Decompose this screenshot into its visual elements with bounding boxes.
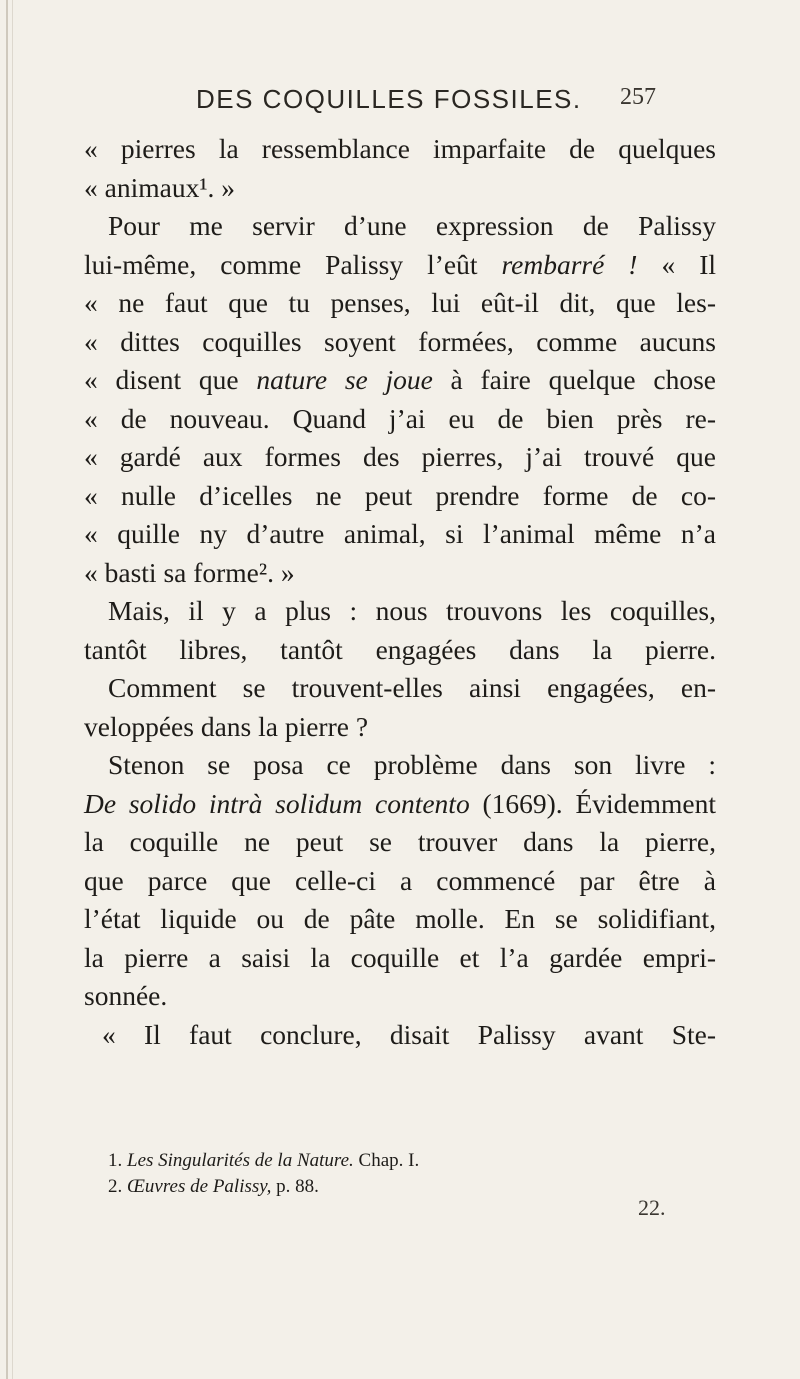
text-line: « ne faut que tu penses, lui eût-il dit, que les- [84,287,716,318]
footnotes [108,1148,668,1200]
body-text [84,130,716,1054]
text-line: sonnée. [84,980,168,1011]
text-line: lui-même, comme Palissy l’eût rembarré ! « Il [84,248,716,280]
text-line: la coquille ne peut se trouver dans la pierre, [84,826,716,857]
text-line: « nulle d’icelles ne peut prendre forme de co- [84,479,716,511]
signature-mark: 22. [638,1195,666,1220]
text-line: Comment se trouvent-elles ainsi engagées, en- [108,672,716,703]
page-number: 257 [620,84,656,110]
text-line: « pierres la ressemblance imparfaite de quelques [84,133,716,164]
footnote: 2. Œuvres de Palissy, p. 88. [108,1176,319,1197]
text-line: « dittes coquilles soyent formées, comme aucuns [84,325,716,357]
text-line: « basti sa forme². » [84,556,295,588]
text-line: « quille ny d’autre animal, si l’animal même n’a [84,518,716,549]
page-edge [6,0,8,1379]
text-line: que parce que celle-ci a commencé par être à [84,864,716,896]
running-head [178,84,658,120]
text-line: Pour me servir d’une expression de Palissy [108,210,716,241]
text-line: veloppées dans la pierre ? [84,710,369,742]
text-line: « disent que nature se joue à faire quelque chose [84,364,716,395]
text-line: De solido intrà solidum contento (1669). Évidemment [84,787,716,819]
text-line: « gardé aux formes des pierres, j’ai trouvé que [84,441,716,472]
text-line: l’état liquide ou de pâte molle. En se solidifiant, [84,903,716,934]
text-line: Mais, il y a plus : nous trouvons les coquilles, [108,595,716,626]
text-line: « animaux¹. » [84,171,236,203]
footnote: 1. Les Singularités de la Nature. Chap. I. [108,1150,420,1171]
text-line: Stenon se posa ce problème dans son livre : [108,749,716,780]
page-edge-inner [12,0,13,1379]
text-line: « Il faut conclure, disait Palissy avant Ste- [102,1018,716,1050]
running-head-title: DES COQUILLES FOSSILES. [196,84,582,114]
text-line: tantôt libres, tantôt engagées dans la pierre. [84,633,716,665]
text-line: la pierre a saisi la coquille et l’a gardée empri- [84,941,716,973]
text-line: « de nouveau. Quand j’ai eu de bien près re- [84,402,716,434]
